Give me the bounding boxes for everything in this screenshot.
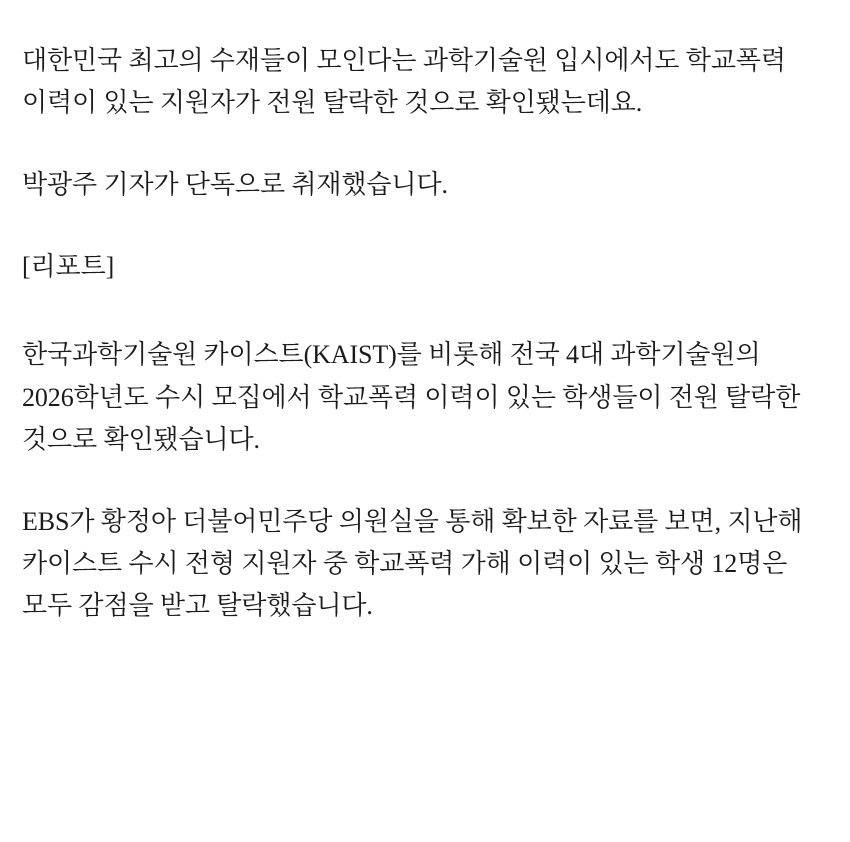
paragraph-lead: 대한민국 최고의 수재들이 모인다는 과학기술원 입시에서도 학교폭력 이력이 있는 지원자가 전원 탈락한 것으로 확인됐는데요.	[22, 46, 793, 118]
paragraph-body-2: EBS가 황정아 더불어민주당 의원실을 통해 확보한 자료를 보면, 지난해 카이스트 수시 전형 지원자 중 학교폭력 가해 이력이 있는 학생 12명은 모두 감점을 받고 탈락했습니다.	[22, 506, 809, 620]
paragraph-report-tag: [리포트]	[22, 252, 115, 282]
paragraph-body-1: 한국과학기술원 카이스트(KAIST)를 비롯해 전국 4대 과학기술원의 2026학년도 수시 모집에서 학교폭력 이력이 있는 학생들이 전원 탈락한 것으로 확인됐습니다.	[22, 340, 807, 454]
paragraph-reporter-line: 박광주 기자가 단독으로 취재했습니다.	[22, 170, 448, 200]
